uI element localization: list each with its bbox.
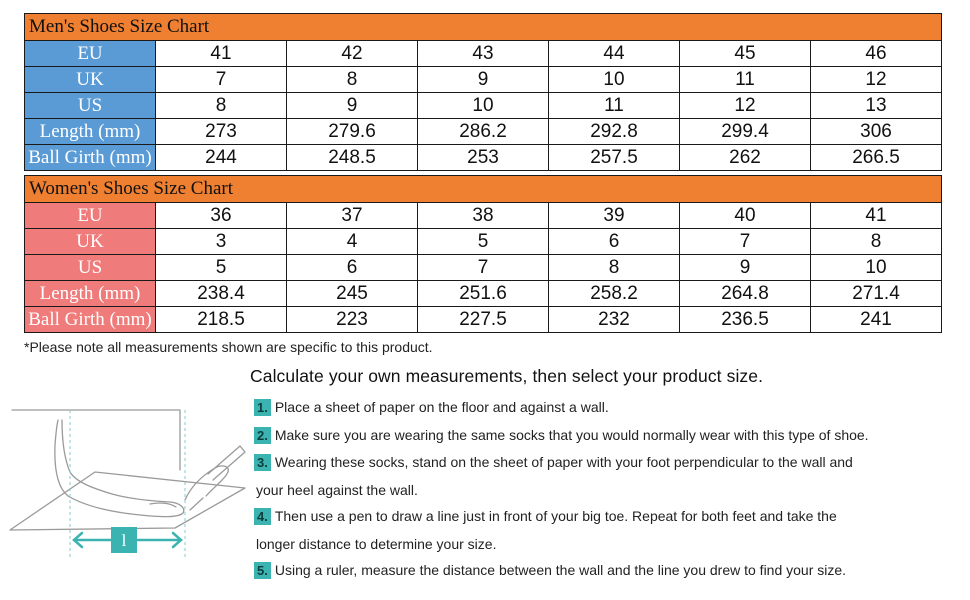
size-cell: 6 [287,255,418,281]
size-cell: 227.5 [418,307,549,333]
row-label: Ball Girth (mm) [25,145,156,171]
row-label: Ball Girth (mm) [25,307,156,333]
measurement-note: *Please note all measurements shown are specific to this product. [24,339,433,355]
size-cell: 8 [549,255,680,281]
mens-row-us [25,93,942,119]
row-label: UK [25,229,156,255]
womens-row-eu [25,203,942,229]
size-cell: 41 [156,41,287,67]
size-cell: 9 [287,93,418,119]
step-3-continuation: your heel against the wall. [256,482,418,498]
size-cell: 236.5 [680,307,811,333]
row-label: Length (mm) [25,119,156,145]
size-cell: 245 [287,281,418,307]
mens-row-eu [25,41,942,67]
size-cell: 41 [811,203,942,229]
step-4-continuation: longer distance to determine your size. [256,536,497,552]
size-cell: 36 [156,203,287,229]
size-cell: 40 [680,203,811,229]
step-4 [254,508,837,525]
size-cell: 45 [680,41,811,67]
size-cell: 257.5 [549,145,680,171]
size-cell: 258.2 [549,281,680,307]
row-label: US [25,93,156,119]
mens-row-length-mm [25,119,942,145]
size-cell: 5 [418,229,549,255]
size-cell: 279.6 [287,119,418,145]
paper-sheet-outline [10,472,245,530]
size-cell: 37 [287,203,418,229]
size-cell: 10 [549,67,680,93]
size-cell: 42 [287,41,418,67]
step-3-number: 3. [254,454,271,471]
womens-row-us [25,255,942,281]
size-cell: 262 [680,145,811,171]
size-cell: 271.4 [811,281,942,307]
mens-row-uk [25,67,942,93]
size-cell: 7 [418,255,549,281]
size-cell: 3 [156,229,287,255]
row-label: Length (mm) [25,281,156,307]
instructions-title: Calculate your own measurements, then select your product size. [250,366,764,386]
size-cell: 13 [811,93,942,119]
size-cell: 8 [811,229,942,255]
size-cell: 238.4 [156,281,287,307]
size-cell: 11 [680,67,811,93]
womens-chart-title: Women's Shoes Size Chart [25,176,942,203]
step-2-text: Make sure you are wearing the same socks that you would normally wear with this type of shoe. [274,427,869,443]
size-cell: 9 [418,67,549,93]
size-cell: 251.6 [418,281,549,307]
size-cell: 244 [156,145,287,171]
size-cell: 264.8 [680,281,811,307]
mens-size-chart [24,13,942,171]
size-cell: 299.4 [680,119,811,145]
womens-row-ball-girth-mm [25,307,942,333]
step-4-text: Then use a pen to draw a line just in front of your big toe. Repeat for both feet and take the [274,508,837,524]
size-cell: 241 [811,307,942,333]
size-cell: 8 [287,67,418,93]
size-cell: 43 [418,41,549,67]
size-cell: 7 [680,229,811,255]
womens-size-chart [24,175,942,333]
size-cell: 11 [549,93,680,119]
step-3 [254,454,853,471]
step-1-text: Place a sheet of paper on the floor and against a wall. [274,399,609,415]
measure-label: l [121,531,127,550]
wall-outline [12,410,180,470]
mens-chart-title: Men's Shoes Size Chart [25,14,942,41]
size-cell: 38 [418,203,549,229]
row-label: EU [25,41,156,67]
womens-row-uk [25,229,942,255]
size-cell: 12 [680,93,811,119]
mens-row-ball-girth-mm [25,145,942,171]
step-5-number: 5. [254,562,271,579]
step-2-number: 2. [254,427,271,444]
foot-measurement-illustration [0,400,250,570]
step-5 [254,562,846,579]
step-4-number: 4. [254,508,271,525]
size-cell: 8 [156,93,287,119]
size-cell: 266.5 [811,145,942,171]
size-cell: 223 [287,307,418,333]
row-label: US [25,255,156,281]
foot-outline [55,420,184,517]
size-cell: 9 [680,255,811,281]
pen-tip [190,498,203,510]
step-2 [254,427,869,444]
size-cell: 7 [156,67,287,93]
size-cell: 286.2 [418,119,549,145]
row-label: EU [25,203,156,229]
hand-outline [185,466,228,500]
size-cell: 4 [287,229,418,255]
size-cell: 273 [156,119,287,145]
size-cell: 218.5 [156,307,287,333]
size-cell: 44 [549,41,680,67]
size-cell: 292.8 [549,119,680,145]
size-cell: 12 [811,67,942,93]
womens-row-length-mm [25,281,942,307]
size-cell: 10 [811,255,942,281]
size-cell: 253 [418,145,549,171]
size-cell: 39 [549,203,680,229]
size-cell: 232 [549,307,680,333]
size-cell: 10 [418,93,549,119]
step-5-text: Using a ruler, measure the distance between the wall and the line you drew to find your size. [274,562,847,578]
size-cell: 5 [156,255,287,281]
size-cell: 248.5 [287,145,418,171]
step-3-text: Wearing these socks, stand on the sheet of paper with your foot perpendicular to the wall and [274,454,853,470]
row-label: UK [25,67,156,93]
step-1 [254,399,609,416]
size-cell: 306 [811,119,942,145]
size-cell: 6 [549,229,680,255]
toe-line [150,503,176,507]
step-1-number: 1. [254,399,271,416]
size-cell: 46 [811,41,942,67]
